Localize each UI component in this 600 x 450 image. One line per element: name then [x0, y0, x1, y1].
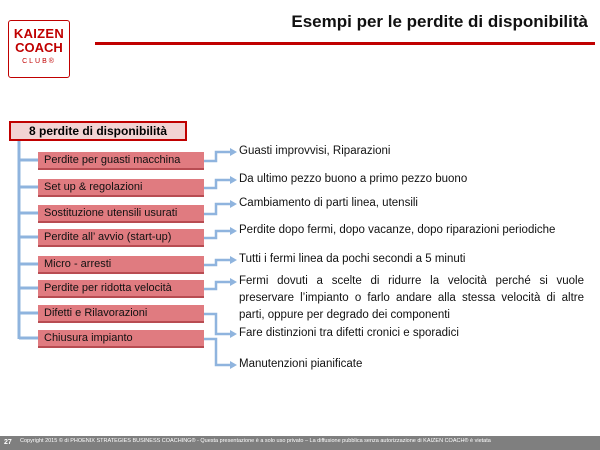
example-text: Cambiamento di parti linea, utensili [239, 197, 418, 209]
arrowhead [230, 278, 237, 286]
loss-item-tool-change: Sostituzione utensili usurati [38, 205, 204, 223]
loss-item-micro-stops: Micro - arresti [38, 256, 204, 274]
loss-item-reduced-speed: Perdite per ridotta velocità [38, 280, 204, 298]
arrow-connector [204, 231, 231, 238]
example-text: Tutti i fermi linea da pochi secondi a 5 minuti [239, 253, 466, 265]
arrow-connector [204, 314, 231, 334]
arrow-connector [204, 260, 231, 265]
arrowhead [230, 361, 237, 369]
loss-item-defects: Difetti e Rilavorazioni [38, 305, 204, 323]
logo-line-3: CLUB® [22, 58, 56, 65]
arrow-connector [204, 282, 231, 289]
loss-item-breakdowns: Perdite per guasti macchina [38, 152, 204, 170]
loss-item-shutdown: Chiusura impianto [38, 330, 204, 348]
root-box: 8 perdite di disponibilità [9, 121, 187, 141]
page-number: 27 [4, 439, 12, 446]
example-text: Fare distinzioni tra difetti cronici e sporadici [239, 327, 459, 339]
logo-line-2: COACH [15, 40, 63, 55]
page-title: Esempi per le perdite di disponibilità [291, 12, 588, 31]
example-text: Da ultimo pezzo buono a primo pezzo buono [239, 173, 468, 185]
footer-bar [0, 436, 600, 450]
arrowhead [230, 148, 237, 156]
loss-item-setup: Set up & regolazioni [38, 179, 204, 197]
arrow-connector [204, 180, 231, 188]
example-text: Fermi dovuti a scelte di ridurre la velocità perché si vuole preservare l’impianto o farlo andare alla stessa velocità di altre parti, oppure per degrado dei componenti [239, 275, 584, 321]
loss-item-startup: Perdite all’ avvio (start-up) [38, 229, 204, 247]
arrowhead [230, 256, 237, 264]
example-text: Perdite dopo fermi, dopo vacanze, dopo riparazioni periodiche [239, 224, 556, 236]
copyright-notice: Copyright 2015 © di PHOENIX STRATEGIES BUSINESS COACHING® - Questa presentazione è a solo uso privato – La diffusione pubblica senza autorizzazione di KAIZEN COACH® è vietata [20, 438, 491, 444]
arrowhead [230, 176, 237, 184]
example-text: Guasti improvvisi, Riparazioni [239, 145, 391, 157]
arrow-connector [204, 339, 231, 365]
arrowhead [230, 227, 237, 235]
arrow-connector [204, 152, 231, 161]
arrowhead [230, 330, 237, 338]
example-text: Manutenzioni pianificate [239, 358, 363, 370]
arrowhead [230, 200, 237, 208]
arrow-connector [204, 204, 231, 214]
logo-line-1: KAIZEN [13, 26, 65, 41]
